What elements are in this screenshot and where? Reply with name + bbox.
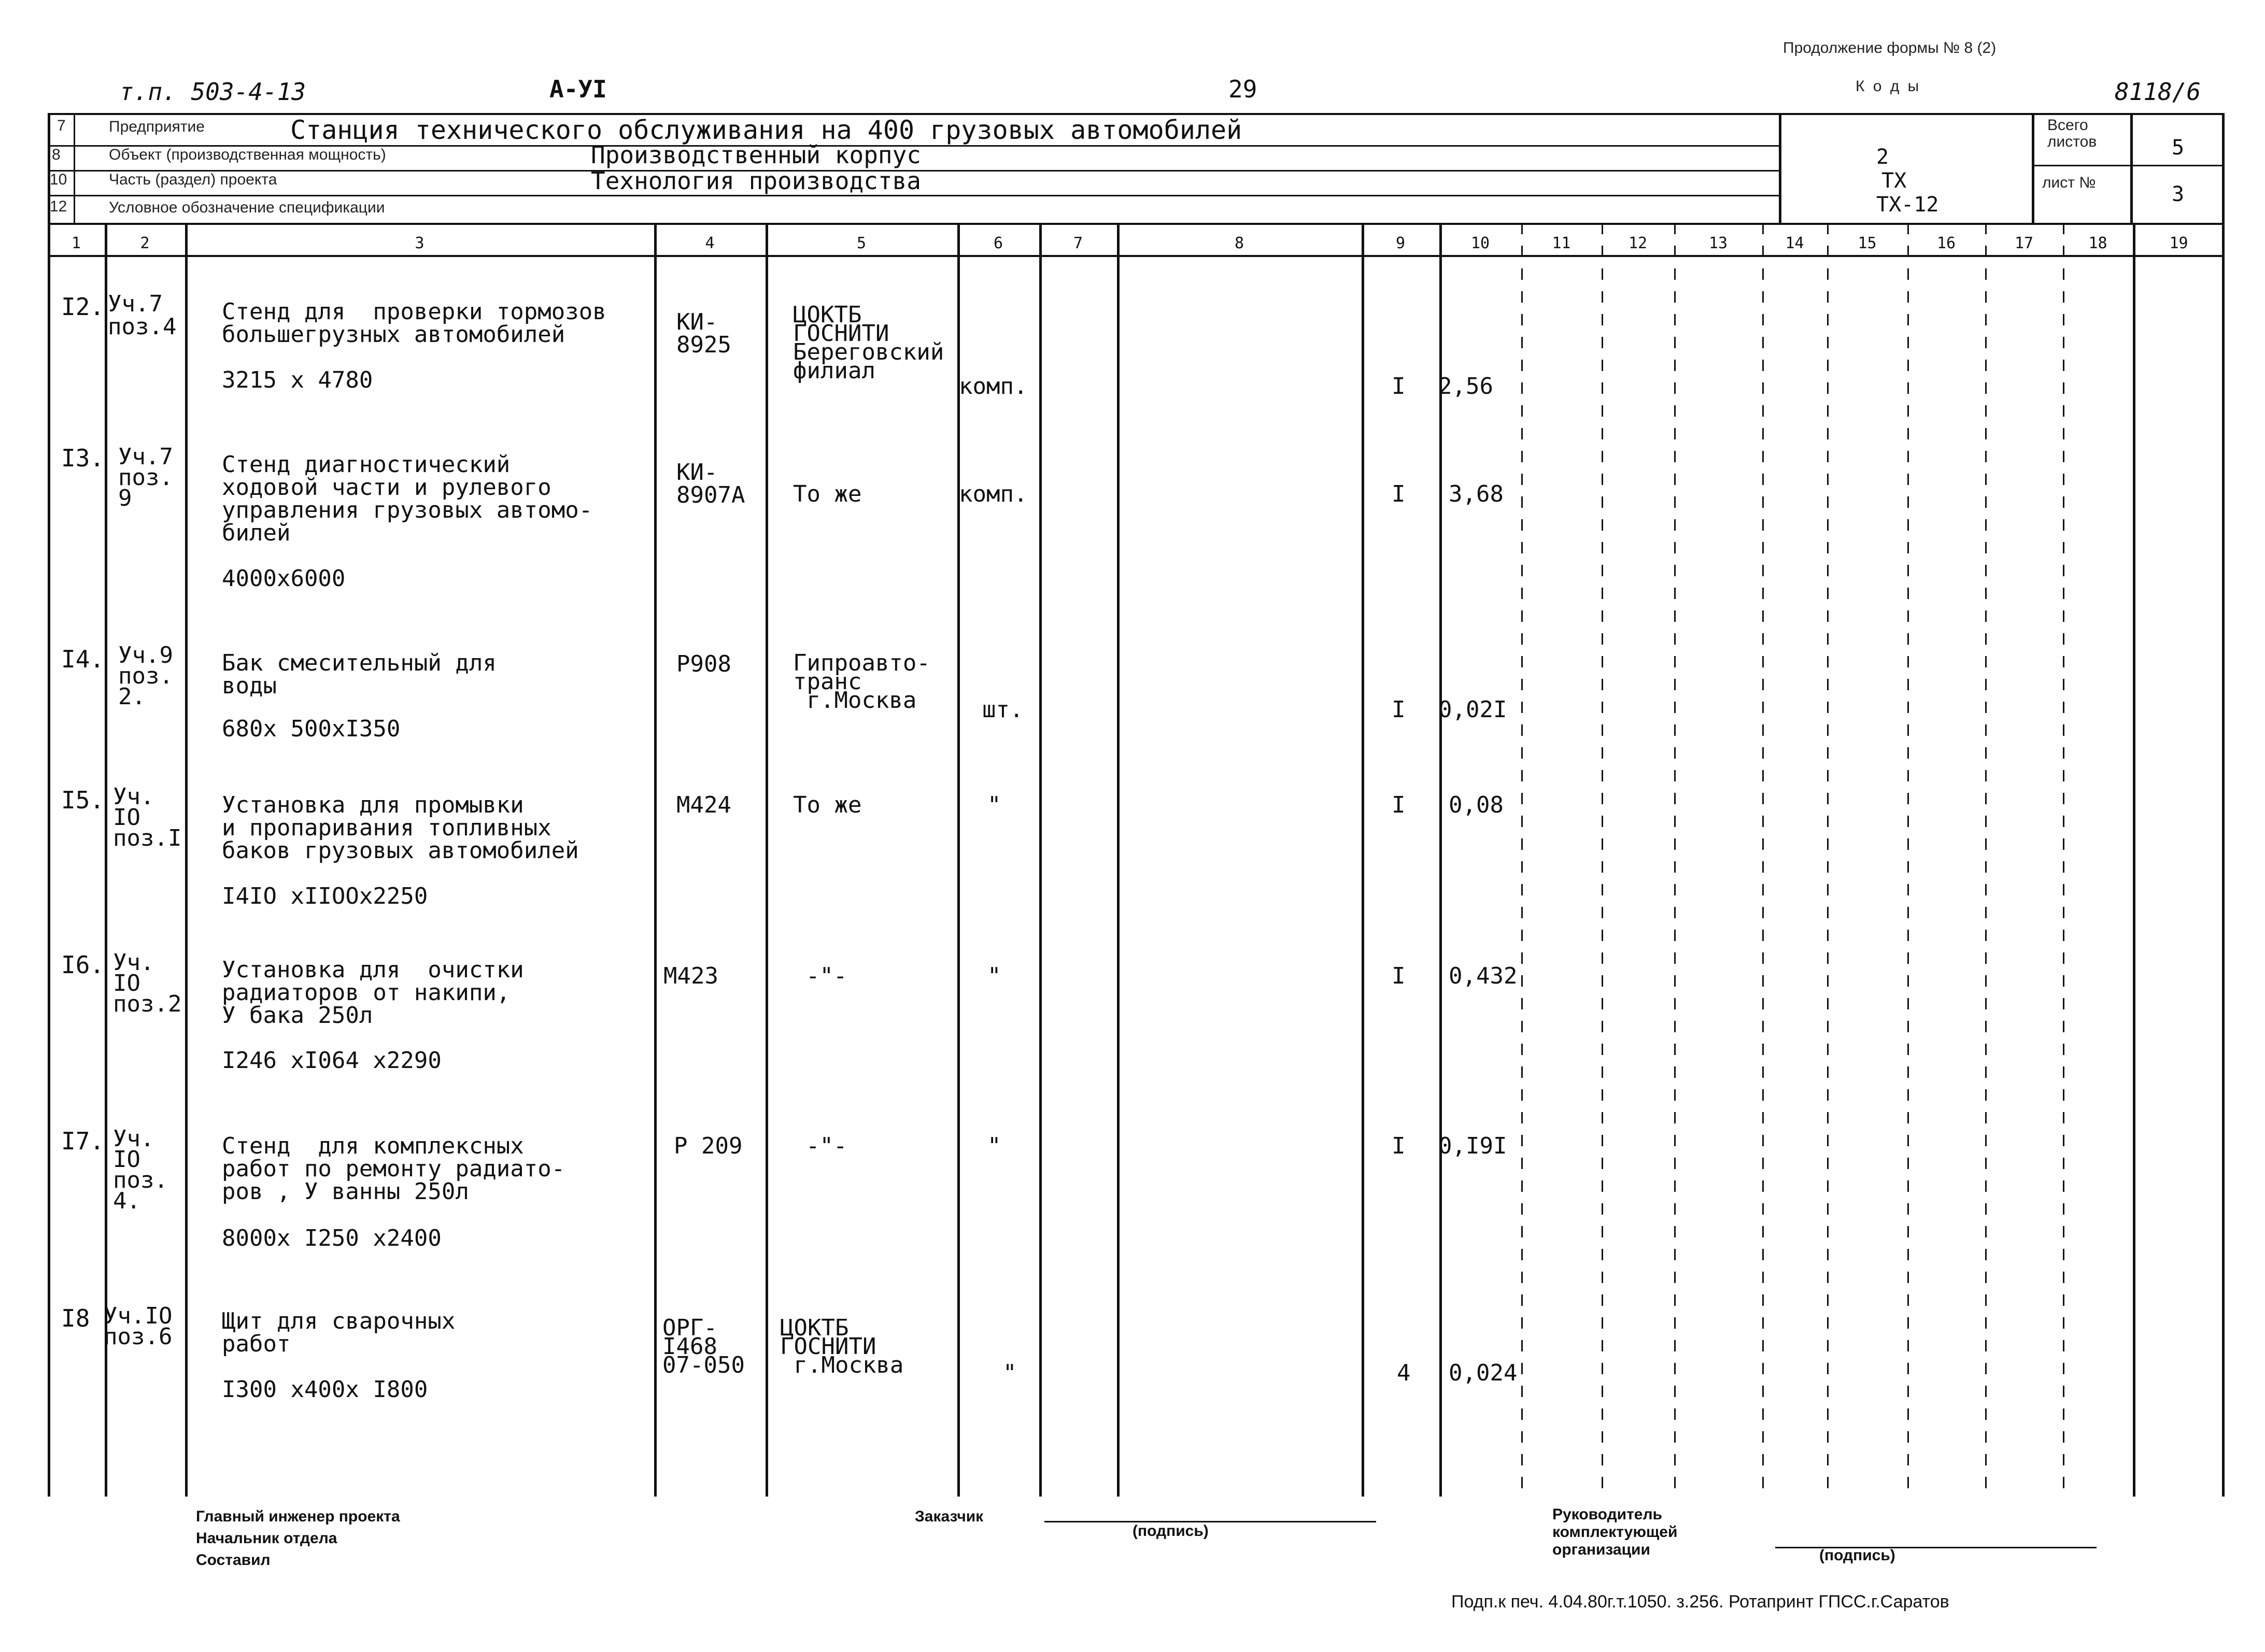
row-dimensions: 4000х6000: [222, 565, 346, 592]
row-maker: ЦОКТБ ГОСНИТИ Береговский филиал: [793, 302, 944, 384]
header-bottom-line: [48, 223, 2225, 225]
hdr-row-num: 7: [57, 117, 66, 134]
footer-supplier: Руководитель комплектующей организации: [1552, 1506, 1678, 1558]
row-number: I6.: [61, 951, 105, 979]
sheet-no: 3: [2172, 182, 2185, 206]
hdr-row-label: Объект (производственная мощность): [109, 146, 386, 163]
row-dimensions: 8000х I250 х2400: [222, 1225, 442, 1251]
border-left: [48, 113, 50, 1497]
print-note: Подп.к печ. 4.04.80г.т.1050. з.256. Ротапринт ГПСС.г.Саратов: [1451, 1592, 1949, 1612]
row-maker: ЦОКТБ ГОСНИТИ г.Москва: [780, 1315, 904, 1378]
row-number: I5.: [61, 786, 105, 814]
continuation-label: Продолжение формы № 8 (2): [1783, 39, 1997, 56]
col-line-dashed: [1521, 223, 1523, 1497]
row-maker: То же: [793, 792, 862, 818]
row-maker: -"-: [806, 1133, 847, 1159]
row-quantity: I: [1392, 481, 1406, 507]
column-number: 1: [71, 234, 81, 252]
row-dimensions: I300 х400х I800: [222, 1376, 428, 1403]
row-name: Стенд диагностический ходовой части и рулевого управления грузовых автомо- билей: [222, 451, 593, 546]
column-number: 13: [1708, 234, 1728, 252]
column-number: 6: [993, 234, 1003, 252]
column-number: 16: [1936, 234, 1956, 252]
row-name: Бак смесительный для воды: [222, 650, 497, 699]
row-name: Щит для сварочных работ: [222, 1308, 456, 1357]
col-line: [957, 223, 960, 1497]
codes-label: К о д ы: [1856, 78, 1921, 95]
row-maker: То же: [793, 481, 862, 507]
column-number: 8: [1234, 234, 1244, 252]
customer-signature-label: (подпись): [1133, 1522, 1209, 1540]
row-mass: 3,68: [1449, 481, 1504, 507]
row-number: I4.: [61, 645, 105, 673]
row-quantity: I: [1392, 696, 1406, 723]
hdr-row-label: Условное обозначение спецификации: [109, 199, 385, 216]
colnum-bottom-line: [48, 255, 2225, 257]
column-number: 7: [1073, 234, 1083, 252]
row-type: Р 209: [674, 1133, 743, 1159]
row-quantity: I: [1392, 1133, 1406, 1159]
row-quantity: I: [1392, 963, 1406, 989]
col-line-dashed: [1985, 223, 1987, 1497]
col-line: [185, 223, 188, 1497]
code-right-line: [2032, 113, 2034, 223]
col-line: [766, 223, 768, 1497]
sheet-no-label: лист №: [2042, 174, 2096, 191]
column-number: 5: [856, 234, 867, 252]
row-name: Стенд для проверки тормозов большегрузных автомобилей: [222, 298, 606, 348]
footer-chief-engineer: Главный инженер проекта: [196, 1508, 400, 1525]
code-left-line: [1779, 113, 1781, 223]
row-unit: комп.: [959, 481, 1028, 507]
row-dimensions: 680х 500хI350: [222, 716, 401, 742]
row-mass: 0,I9I: [1438, 1133, 1507, 1159]
hdr-row-code: ТХ-12: [1876, 193, 1939, 217]
hdr-row-num: 10: [50, 171, 67, 188]
column-number: 10: [1470, 234, 1490, 252]
doc-number: т.п. 503-4-13: [119, 78, 306, 106]
customer-signature-line: [1044, 1521, 1376, 1522]
hdr-row-value: Производственный корпус: [591, 141, 921, 169]
row-type: ОРГ- I468 07-050: [662, 1315, 745, 1378]
row-position: Уч. IO поз.I: [113, 784, 182, 851]
row-unit: ": [987, 963, 1001, 989]
column-number: 12: [1628, 234, 1648, 252]
row-dimensions: I4IO хIIOOх2250: [222, 883, 428, 909]
row-quantity: I: [1392, 373, 1406, 400]
row-mass: 0,02I: [1438, 696, 1507, 723]
hdr-row-num: 8: [52, 146, 61, 163]
row-mass: 2,56: [1438, 373, 1493, 400]
page-number: 29: [1228, 75, 1257, 103]
hdr-row-code: ТХ: [1881, 169, 1907, 193]
column-number: 17: [2014, 234, 2034, 252]
row-position: Уч. IO поз.2: [113, 949, 182, 1017]
row-mass: 0,432: [1449, 963, 1518, 989]
row-name: Установка для очистки радиаторов от накипи, У бака 250л: [222, 957, 524, 1029]
row-number: I8: [61, 1304, 90, 1332]
row-dimensions: 3215 х 4780: [222, 367, 373, 393]
col-line: [1439, 223, 1442, 1497]
column-number: 14: [1785, 234, 1804, 252]
corner-code: 8118/6: [2115, 78, 2201, 106]
footer-customer: Заказчик: [915, 1508, 984, 1525]
row-dimensions: I246 хI064 х2290: [222, 1047, 442, 1074]
row-quantity: 4: [1397, 1360, 1411, 1386]
hdr-row-value: Станция технического обслуживания на 400 грузовых автомобилей: [290, 115, 1242, 145]
row-unit: ": [1003, 1360, 1017, 1386]
num-column-line: [74, 113, 75, 223]
hdr-row-value: Технология производства: [591, 167, 921, 195]
row-unit: комп.: [959, 373, 1028, 400]
row-unit: ": [987, 792, 1001, 818]
col-line-dashed: [1762, 223, 1764, 1497]
column-number: 3: [415, 234, 424, 252]
hdr-row-num: 12: [50, 198, 67, 215]
col-line: [1362, 223, 1364, 1497]
row-position: Уч.7 поз. 9: [118, 444, 173, 511]
album-number: А-УI: [549, 75, 607, 103]
supplier-signature-label: (подпись): [1819, 1547, 1895, 1564]
row-name: Стенд для комплексных работ по ремонту радиато- ров , У ванны 250л: [222, 1133, 565, 1205]
col-line: [2133, 223, 2135, 1497]
sheets-divider: [2032, 165, 2225, 166]
col-line-dashed: [2063, 223, 2064, 1497]
row-mass: 0,08: [1449, 792, 1504, 818]
column-number: 18: [2088, 234, 2107, 252]
hdr-row-label: Часть (раздел) проекта: [109, 171, 277, 188]
column-number: 19: [2169, 234, 2188, 252]
column-number: 15: [1858, 234, 1877, 252]
col-line: [1039, 223, 1042, 1497]
header-line-3: [48, 195, 1779, 196]
col-line-dashed: [1602, 223, 1603, 1497]
row-maker: Гипроавто- транс г.Москва: [793, 650, 930, 714]
row-position: Уч.9 поз. 2.: [118, 642, 173, 710]
col-line: [654, 223, 657, 1497]
total-sheets: 5: [2172, 136, 2185, 160]
column-number: 9: [1395, 234, 1406, 252]
col-line-dashed: [1907, 223, 1909, 1497]
sheets-value-line: [2130, 113, 2133, 223]
footer-department-head: Начальник отдела: [196, 1530, 337, 1547]
row-mass: 0,024: [1449, 1360, 1518, 1386]
row-unit: ": [987, 1133, 1001, 1159]
row-type: М423: [663, 963, 718, 989]
row-quantity: I: [1392, 792, 1406, 818]
column-number: 4: [705, 234, 715, 252]
column-number: 2: [140, 234, 150, 252]
footer-compiled-by: Составил: [196, 1551, 271, 1569]
row-position: Уч. IO поз. 4.: [113, 1126, 168, 1214]
row-position: Уч.IO поз.6: [104, 1303, 173, 1350]
hdr-row-label: Предприятие: [109, 118, 205, 135]
col-line-dashed: [1827, 223, 1829, 1497]
row-number: I7.: [61, 1127, 105, 1155]
col-line: [1117, 223, 1120, 1497]
row-type: Р908: [676, 651, 731, 677]
row-name: Установка для промывки и пропаривания топливных баков грузовых автомобилей: [222, 792, 579, 864]
row-unit: шт.: [982, 696, 1024, 723]
col-line-dashed: [1674, 223, 1676, 1497]
row-type: КИ- 8907А: [676, 459, 745, 508]
row-type: КИ- 8925: [676, 309, 731, 358]
row-number: I2.: [61, 293, 105, 321]
border-right: [2222, 113, 2225, 1497]
hdr-row-code: 2: [1876, 145, 1889, 169]
row-position: Уч.7 поз.4: [108, 291, 177, 340]
column-number: 11: [1552, 234, 1571, 252]
total-sheets-label: Всего листов: [2047, 117, 2097, 150]
row-type: М424: [676, 792, 731, 818]
row-maker: -"-: [806, 963, 847, 989]
row-number: I3.: [61, 444, 105, 472]
